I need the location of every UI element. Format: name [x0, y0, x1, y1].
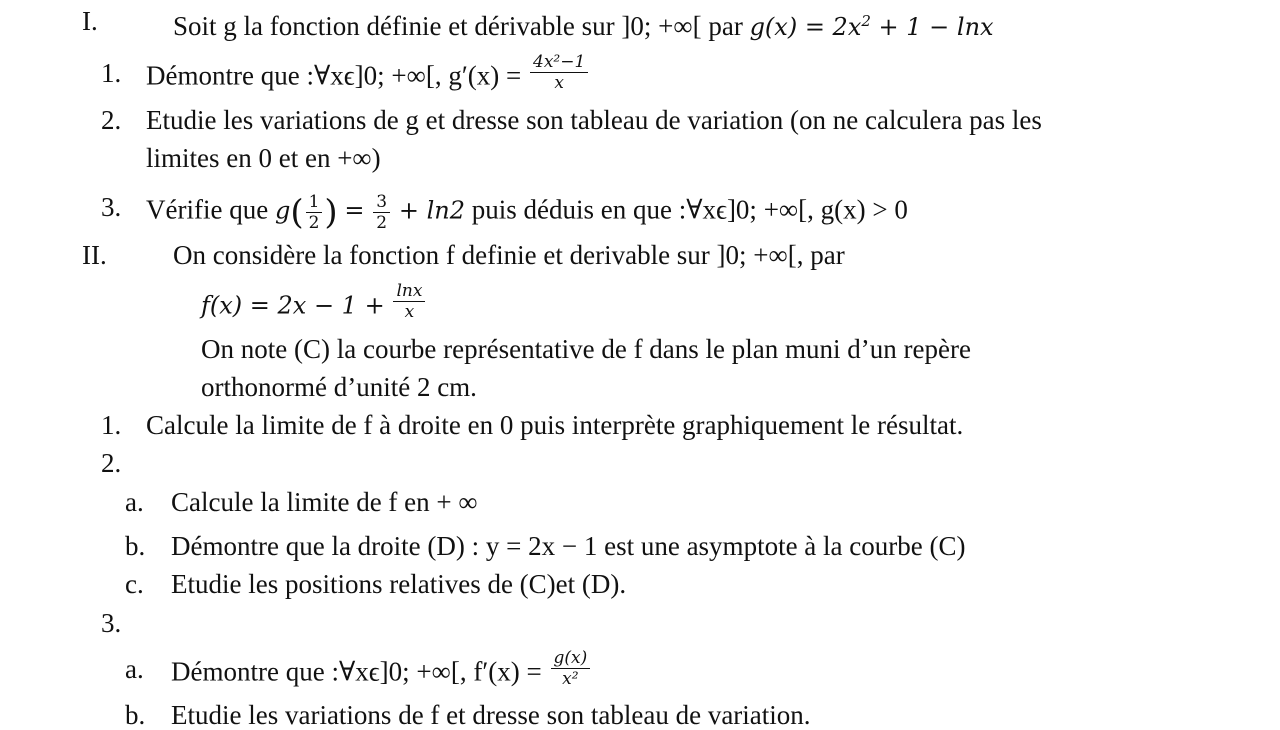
- p2-q3a-text: Démontre que :∀xϵ]0; +∞[, f′(x) = $\frac{g(x)}{\text{x²}}$: [171, 654, 592, 695]
- p2-q3a-letter: a.: [125, 654, 144, 684]
- p2-q2a-text: Calcule la limite de f en + ∞: [171, 487, 478, 517]
- p2-q1-number: 1.: [101, 410, 122, 440]
- q3-number: 3.: [101, 192, 122, 222]
- q1-number: 1.: [101, 58, 122, 88]
- q2-number: 2.: [101, 105, 122, 135]
- q2-line1: Etudie les variations de g et dresse son tableau de variation (on ne calculera pas les: [146, 105, 1042, 135]
- p2-q3b-text: Etudie les variations de f et dresse son tableau de variation.: [171, 700, 811, 730]
- p2-q2c-letter: c.: [125, 569, 144, 599]
- note-line2: orthonormé d’unité 2 cm.: [201, 372, 477, 402]
- p2-q1-text: Calcule la limite de f à droite en 0 puis interprète graphiquement le résultat.: [146, 410, 964, 440]
- p2-q3-number: 3.: [101, 608, 122, 638]
- derivative-fraction: $\frac{\text{4x²−1}}{x}$: [530, 52, 588, 93]
- part2-numeral: II.: [82, 240, 107, 270]
- part1-intro-text: Soit g la fonction définie et dérivable sur ]0; +∞[ par: [173, 11, 743, 41]
- note-line1: On note (C) la courbe représentative de f dans le plan muni d’un repère: [201, 334, 971, 364]
- q1-text: Démontre que :∀xϵ]0; +∞[, g′(x) = $\frac{\text{4x²−1}}{x}$: [146, 58, 590, 99]
- p2-q2b-letter: b.: [125, 531, 146, 561]
- p2-q2c-text: Etudie les positions relatives de (C)et (D).: [171, 569, 627, 599]
- q3-text: Vérifie que g( $\frac{1}{2}$ ) = $\frac{3}{2}$ + ln2 puis déduis en que :∀xϵ]0; +∞[, g(x) > 0: [146, 192, 908, 233]
- p2-q2b-text: Démontre que la droite (D) : y = 2x − 1 est une asymptote à la courbe (C): [171, 531, 966, 561]
- part2-intro: On considère la fonction f definie et derivable sur ]0; +∞[, par: [173, 240, 845, 270]
- part1-intro: [173, 6, 994, 42]
- p2-q3b-letter: b.: [125, 700, 146, 730]
- g-definition: $g(x) = 2x^2 + 1 - \ln x$: [749, 12, 994, 41]
- part1-numeral: I.: [82, 6, 98, 36]
- q2-line2: limites en 0 et en +∞): [146, 143, 381, 173]
- p2-q2a-letter: a.: [125, 487, 144, 517]
- p2-q2-number: 2.: [101, 448, 122, 478]
- f-definition: f(x) = 2x − 1 + $\frac{\ln x}{x}$: [201, 287, 427, 328]
